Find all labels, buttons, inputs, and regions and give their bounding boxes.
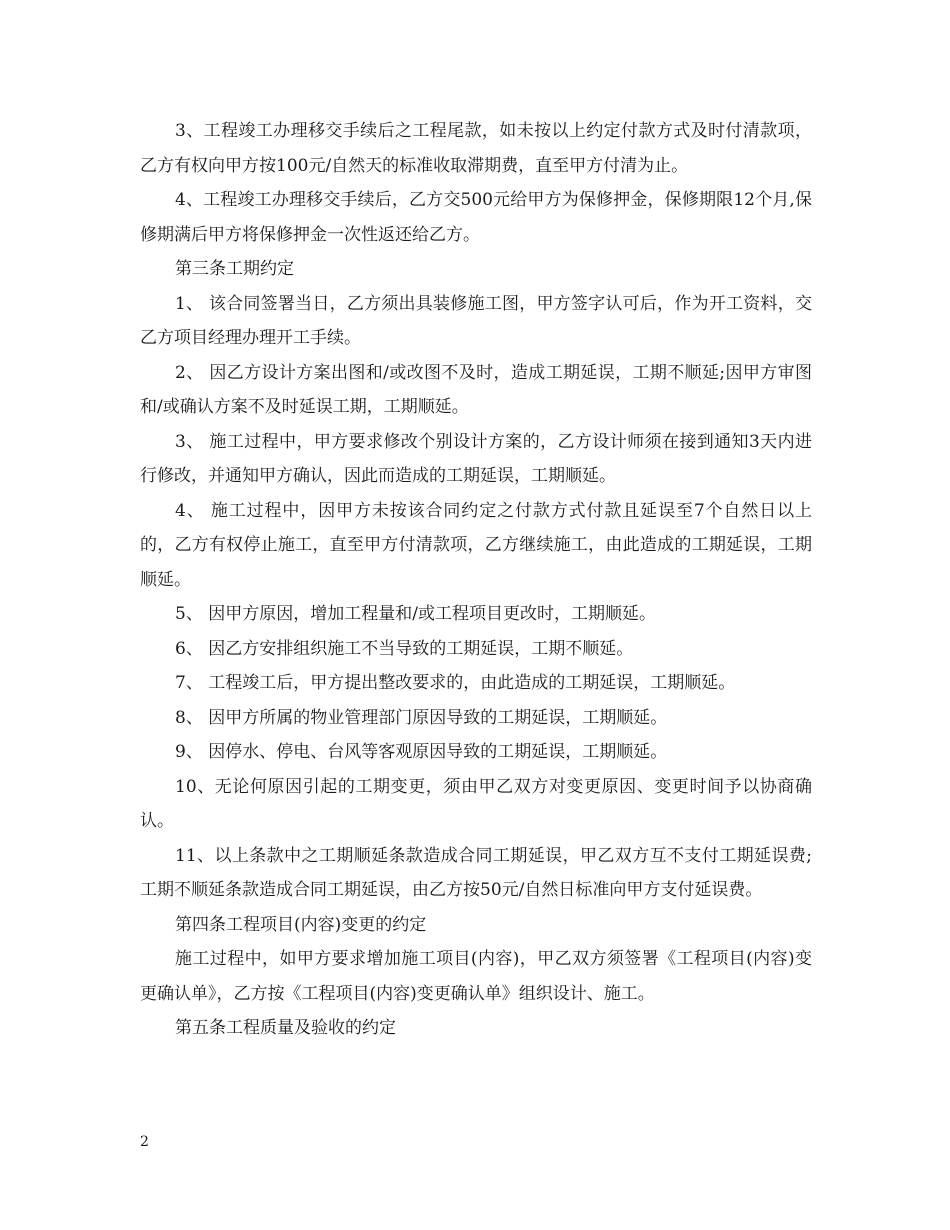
paragraph-schedule-item-4: 4、 施工过程中，因甲方未按该合同约定之付款方式付款且延误至7个自然日以上的，乙方有权停止施工，直至甲方付清款项，乙方继续施工，由此造成的工期延误，工期顺延。 [140, 500, 812, 590]
paragraph-schedule-item-6: 6、 因乙方安排组织施工不当导致的工期延误，工期不顺延。 [175, 638, 634, 659]
paragraph-schedule-item-7: 7、 工程竣工后，甲方提出整改要求的，由此造成的工期延误，工期顺延。 [175, 673, 736, 693]
paragraph-schedule-item-5: 5、 因甲方原因，增加工程量和/或工程项目更改时，工期顺延。 [175, 604, 656, 624]
paragraph-schedule-item-8: 8、 因甲方所属的物业管理部门原因导致的工期延误，工期顺延。 [175, 707, 668, 728]
paragraph-schedule-item-2: 2、 因乙方设计方案出图和/或改图不及时，造成工期延误，工期不顺延;因甲方审图和/或确认方案不及时延误工期，工期顺延。 [140, 362, 812, 417]
paragraph-schedule-item-9: 9、 因停水、停电、台风等客观原因导致的工期延误，工期顺延。 [175, 742, 668, 762]
section-heading-article-3: 第三条工期约定 [175, 259, 294, 279]
section-heading-article-4: 第四条工程项目(内容)变更的约定 [175, 914, 427, 935]
page-number: 2 [140, 1134, 149, 1150]
paragraph-schedule-item-11: 11、以上条款中之工期顺延条款造成合同工期延误，甲乙双方互不支付工期延误费;工期不顺延条款造成合同工期延误，由乙方按50元/自然日标准向甲方支付延误费。 [140, 845, 812, 900]
paragraph-schedule-item-10: 10、无论何原因引起的工期变更，须由甲乙双方对变更原因、变更时间予以协商确认。 [140, 776, 812, 831]
paragraph-clause-4-warranty-deposit: 4、工程竣工办理移交手续后，乙方交500元给甲方为保修押金，保修期限12个月,保修期满后甲方将保修押金一次性返还给乙方。 [140, 190, 812, 245]
paragraph-schedule-item-3: 3、 施工过程中，甲方要求修改个别设计方案的，乙方设计师须在接到通知3天内进行修改，并通知甲方确认，因此而造成的工期延误，工期顺延。 [140, 431, 812, 486]
paragraph-change-procedure: 施工过程中，如甲方要求增加施工项目(内容)，甲乙双方须签署《工程项目(内容)变更确认单》，乙方按《工程项目(内容)变更确认单》组织设计、施工。 [140, 949, 812, 1004]
document-body [140, 114, 812, 1046]
section-heading-article-5: 第五条工程质量及验收的约定 [175, 1018, 396, 1038]
paragraph-schedule-item-1: 1、 该合同签署当日，乙方须出具装修施工图，甲方签字认可后，作为开工资料，交乙方项目经理办理开工手续。 [140, 293, 812, 348]
paragraph-clause-3-final-payment: 3、工程竣工办理移交手续后之工程尾款，如未按以上约定付款方式及时付清款项，乙方有权向甲方按100元/自然天的标准收取滞期费，直至甲方付清为止。 [140, 121, 812, 176]
